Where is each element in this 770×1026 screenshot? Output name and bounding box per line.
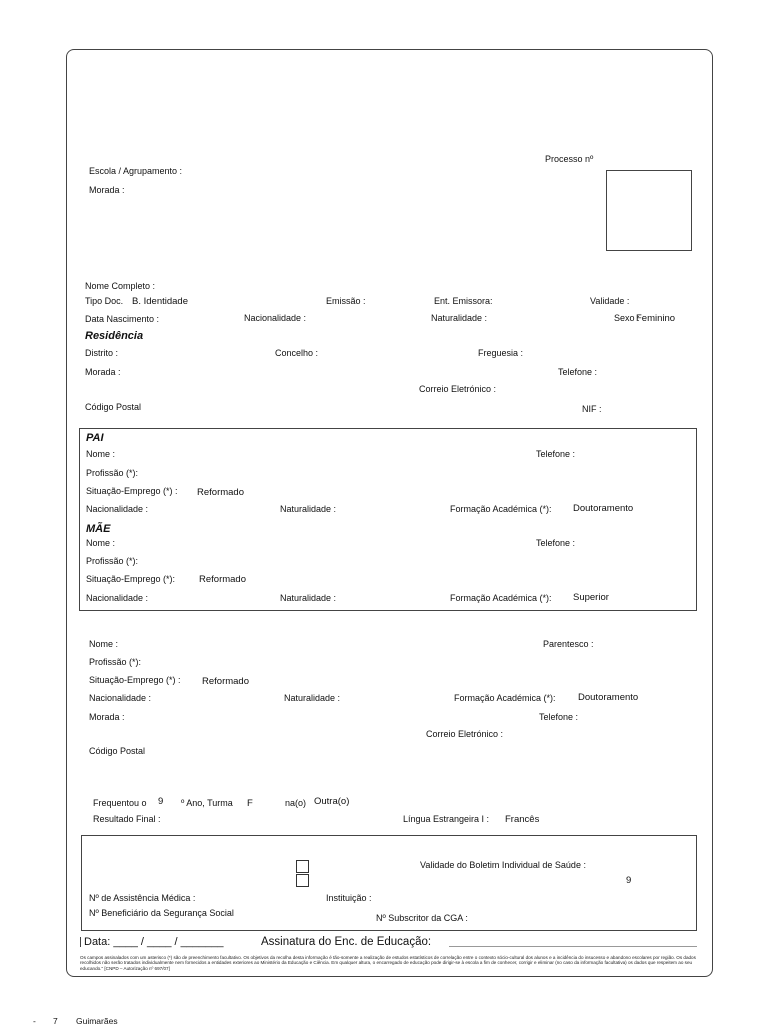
mae-profissao-label: Profissão (*): xyxy=(86,556,139,566)
turma-value: F xyxy=(247,798,253,809)
school-morada-label: Morada : xyxy=(89,185,125,195)
freguesia-label: Freguesia : xyxy=(478,348,524,358)
concelho-label: Concelho : xyxy=(275,348,319,358)
enc-codigo-postal-label: Código Postal xyxy=(89,746,146,756)
tipo-doc-value: B. Identidade xyxy=(132,296,188,307)
mae-telefone-label: Telefone : xyxy=(536,538,576,548)
enc-profissao-label: Profissão (*): xyxy=(89,657,142,667)
assistencia-medica-label: Nº de Assistência Médica : xyxy=(89,893,196,903)
data-nascimento-label: Data Nascimento : xyxy=(85,314,160,324)
enc-parentesco-label: Parentesco : xyxy=(543,639,594,649)
residencia-email-label: Correio Eletrónico : xyxy=(419,384,497,394)
instituicao-label: Instituição : xyxy=(326,893,372,903)
mae-heading: MÃE xyxy=(86,523,111,535)
enc-email-label: Correio Eletrónico : xyxy=(426,729,504,739)
signature-marker xyxy=(80,937,83,947)
tipo-doc-label: Tipo Doc. xyxy=(85,296,124,306)
ent-emissora-label: Ent. Emissora: xyxy=(434,296,493,306)
validade-boletim-value: 9 xyxy=(626,875,632,886)
checkbox-1[interactable] xyxy=(296,860,309,873)
lingua-value: Francês xyxy=(505,814,540,825)
enc-nome-label: Nome : xyxy=(89,639,119,649)
enc-telefone-label: Telefone : xyxy=(539,712,579,722)
photo-box xyxy=(606,170,692,251)
mae-situacao-value: Reformado xyxy=(199,574,246,585)
mae-naturalidade-label: Naturalidade : xyxy=(280,593,337,603)
escola-anterior-value: Outra(o) xyxy=(314,796,350,807)
checkbox-2[interactable] xyxy=(296,874,309,887)
pai-formacao-value: Doutoramento xyxy=(573,503,634,514)
residencia-codigo-postal-label: Código Postal xyxy=(85,402,142,412)
resultado-label: Resultado Final : xyxy=(93,814,161,824)
enc-formacao-value: Doutoramento xyxy=(578,692,639,703)
ano-label: º Ano, Turma xyxy=(181,798,233,808)
pai-telefone-label: Telefone : xyxy=(536,449,576,459)
validade-boletim-label: Validade do Boletim Individual de Saúde : xyxy=(420,860,586,870)
processo-label: Processo nº xyxy=(545,154,594,164)
seguranca-social-label: Nº Beneficiário da Segurança Social xyxy=(89,908,234,918)
emissao-label: Emissão : xyxy=(326,296,366,306)
mae-formacao-value: Superior xyxy=(573,592,609,603)
naturalidade-label: Naturalidade : xyxy=(431,313,488,323)
pai-situacao-value: Reformado xyxy=(197,487,244,498)
frequentou-label: Frequentou o xyxy=(93,798,147,808)
footer-dash: - xyxy=(33,1016,36,1026)
cga-label: Nº Subscritor da CGA : xyxy=(376,913,468,923)
distrito-label: Distrito : xyxy=(85,348,119,358)
nif-label: NIF : xyxy=(582,404,602,414)
enc-situacao-value: Reformado xyxy=(202,676,249,687)
pai-situacao-label: Situação-Emprego (*) : xyxy=(86,486,178,496)
nacionalidade-label: Nacionalidade : xyxy=(244,313,307,323)
residencia-heading: Residência xyxy=(85,330,144,342)
sexo-value: Feminino xyxy=(636,313,676,324)
sexo-label: Sexo : xyxy=(614,313,640,323)
enc-situacao-label: Situação-Emprego (*) : xyxy=(89,675,181,685)
enc-morada-label: Morada : xyxy=(89,712,125,722)
validade-label: Validade : xyxy=(590,296,630,306)
enc-naturalidade-label: Naturalidade : xyxy=(284,693,341,703)
pai-profissao-label: Profissão (*): xyxy=(86,468,139,478)
pai-formacao-label: Formação Académica (*): xyxy=(450,504,552,514)
escola-label: Escola / Agrupamento : xyxy=(89,166,183,176)
mae-nacionalidade-label: Nacionalidade : xyxy=(86,593,149,603)
lingua-label: Língua Estrangeira I : xyxy=(403,814,490,824)
enc-formacao-label: Formação Académica (*): xyxy=(454,693,556,703)
pai-heading: PAI xyxy=(86,432,104,444)
footer-city: Guimarães xyxy=(76,1016,118,1026)
assinatura-label: Assinatura do Enc. de Educação: xyxy=(261,936,432,948)
residencia-morada-label: Morada : xyxy=(85,367,121,377)
data-field-label: Data: ____ / ____ / _______ xyxy=(84,936,224,948)
mae-nome-label: Nome : xyxy=(86,538,116,548)
nome-completo-label: Nome Completo : xyxy=(85,281,156,291)
pai-naturalidade-label: Naturalidade : xyxy=(280,504,337,514)
footer-page-number: 7 xyxy=(53,1016,58,1026)
ano-value: 9 xyxy=(158,796,164,807)
signature-line xyxy=(449,946,697,947)
na-label: na(o) xyxy=(285,798,307,808)
residencia-telefone-label: Telefone : xyxy=(558,367,598,377)
disclaimer-text: Os campos assinalados com um asterisco (*) são de preenchimento facultativo. Os objetivos da recolha desta informação é tão-somente a realização de estudos estatísticos de correlação entre o contexto sócio-cultural dos alunos e a incidência do insucesso e abandono escolares por região. Os dados recolhidos não serão tratados individualmente nem fornecidos a entidades exteriores ao Ministério da Educação e Ciência. Em qualquer altura, o encarregado de educação pode dirigir-se à escola a fim de conhecer, corrigir e eliminar (no caso da informação facultativa) os dados que respeitem ao seu educando." [CNPD – Autorização nº 697/07] xyxy=(80,955,696,971)
mae-formacao-label: Formação Académica (*): xyxy=(450,593,552,603)
pai-nacionalidade-label: Nacionalidade : xyxy=(86,504,149,514)
pai-nome-label: Nome : xyxy=(86,449,116,459)
mae-situacao-label: Situação-Emprego (*): xyxy=(86,574,176,584)
enc-nacionalidade-label: Nacionalidade : xyxy=(89,693,152,703)
